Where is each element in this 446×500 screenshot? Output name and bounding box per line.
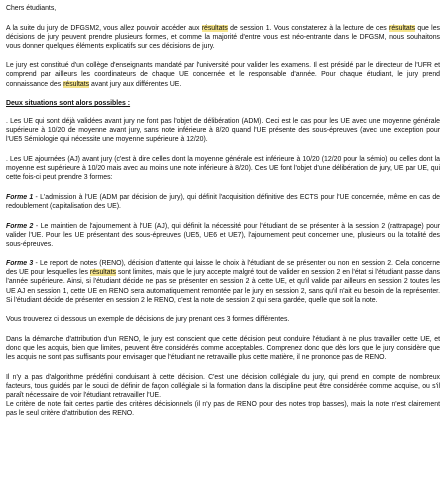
text-span: de session 1. Vous constaterez à la lecture de ces — [227, 24, 390, 32]
text-span: sont limites, mais que le jury accepte malgré tout de valider en session 2 en l'état si l'étudiant passe dans l'année supérieure. Ainsi, si l'étudiant décide ne pas se présenter en session 2 à cette UE, et qu'il valide par ailleurs en session 2 toutes les UE AJ en session 1, cette UE en RENO sera automatiquement remontée par le jury en session 2, sans qu'il n'ait eu besoin de la représenter. Si l'étudiant décide de présenter en session 2 le RENO, c'est la note de session 2 qui sera gardée, quelle que soit la note. — [6, 269, 440, 304]
paragraph-reno-demarche: Dans la démarche d'attribution d'un RENO, le jury est conscient que cette décision peut conduire l'étudiant à ne plus travailler cette UE, et donc que les acquis, bien que limites, peuvent être considérés comme acceptables. Comprenez donc que dès lors que le jury considère que les acquis ne sont pas suffisants pour envisager que l'étudiant ne retravaille plus cette matière, il ne prononce pas de RENO. — [6, 335, 440, 362]
forme-2-text: - Le maintien de l'ajournement à l'UE (AJ), qui définit la nécessité pour l'étudiant de se présenter à la session 2 (rattrapage) pour valider l'UE. Pour les UE présentant des sous-épreuves (UE5, UE6 et UE7), l'ajournement peut concerner une, plusieurs ou la totalité des sous-épreuves. — [6, 222, 440, 248]
greeting: Chers étudiants, — [6, 5, 57, 12]
paragraph-ue-ajournees: . Les UE ajournées (AJ) avant jury (c'est à dire celles dont la moyenne générale est inférieure à 10/20 (12/20 pour la sémio) ou celles dont la moyenne est supérieure à 10/20 mais avec au moins une note inférieure à 8/20). Ces UE font l'objet d'une délibération de jury, UE par UE, qui cette fois-ci peut prendre 3 formes: — [6, 156, 440, 182]
highlight-resultats: résultats — [63, 80, 90, 88]
situations-heading — [6, 99, 440, 108]
situations-title: Deux situations sont alors possibles : — [6, 100, 131, 108]
paragraph-forme-2 — [6, 222, 440, 249]
paragraph-intro — [6, 24, 440, 51]
forme-3-label: Forme 3 — [6, 260, 34, 268]
forme-1-text: - L'admission à l'UE (ADM par décision de jury), qui définit l'acquisition définitive des ECTS pour l'UE concernée, même en cas de redoublement (capitalisation des UE). — [6, 193, 440, 210]
paragraph-forme-1 — [6, 193, 440, 211]
paragraph-algorithme: Il n'y a pas d'algorithme prédéfini conduisant à cette décision. C'est une décision collégiale du jury, qui prend en compte de nombreux facteurs, tous guidés par le souci de définir de façon collégiale si la formation dans la discipline peut être considérée comme acquise, ou s'il paraît nécessaire de voir l'étudiant retravailler l'UE. — [6, 373, 440, 399]
paragraph-forme-3 — [6, 259, 440, 304]
highlight-resultats: résultats — [389, 24, 416, 32]
paragraph-critere: Le critère de note fait certes partie des critères décisionnels (il n'y pas de RENO pour des notes trop basses), mais la note n'est clairement pas le seul critère d'attribution des RENO. — [6, 400, 440, 417]
paragraph-jury — [6, 61, 440, 88]
highlight-resultats: résultats — [201, 24, 228, 32]
forme-2-label: Forme 2 — [6, 222, 34, 230]
paragraph-exemple: Vous trouverez ci dessous un exemple de décisions de jury prenant ces 3 formes différentes. — [6, 316, 290, 324]
paragraph-ue-validees: . Les UE qui sont déjà validées avant jury ne font pas l'objet de délibération (ADM). Ceci est le cas pour les UE avec une moyenne générale supérieure à 10/20 de moyenne avant jury, sans note inférieure à 8/20 quand l'UE présente des sous-épreuves (avec une exception pour l'UE5 Sémiologie qui nécessite une moyenne supérieure à 12/20). — [6, 118, 440, 144]
text-span: A la suite du jury de DFGSM2, vous allez pouvoir accéder aux — [6, 24, 202, 32]
forme-1-label: Forme 1 — [6, 193, 34, 201]
text-span: Le jury est constitué d'un collège d'enseignants mandaté par l'université pour valider les examens. Il est présidé par le directeur de l'UFR et comprend par ailleurs les coordinateurs de chaque UE concernée et le responsable d'année. Pour chaque étudiant, le jury prend connaissance des — [6, 62, 440, 88]
text-span: - Le report de notes (RENO), décision d'attente qui laisse le choix à l'étudiant de se présenter ou non en session 2. Cela concerne des UE pour lesquelles les — [6, 260, 440, 277]
text-span: que les décisions de jury peuvent prendre plusieurs formes, et comme la majorité d'entre vous est néo-entrante dans le DFGSM, nous souhaitons vous donner quelques éléments explicatifs sur ces décisions de jury. — [6, 24, 440, 50]
text-span: avant jury aux différentes UE. — [89, 80, 182, 88]
highlight-resultats: résultats — [89, 269, 116, 277]
